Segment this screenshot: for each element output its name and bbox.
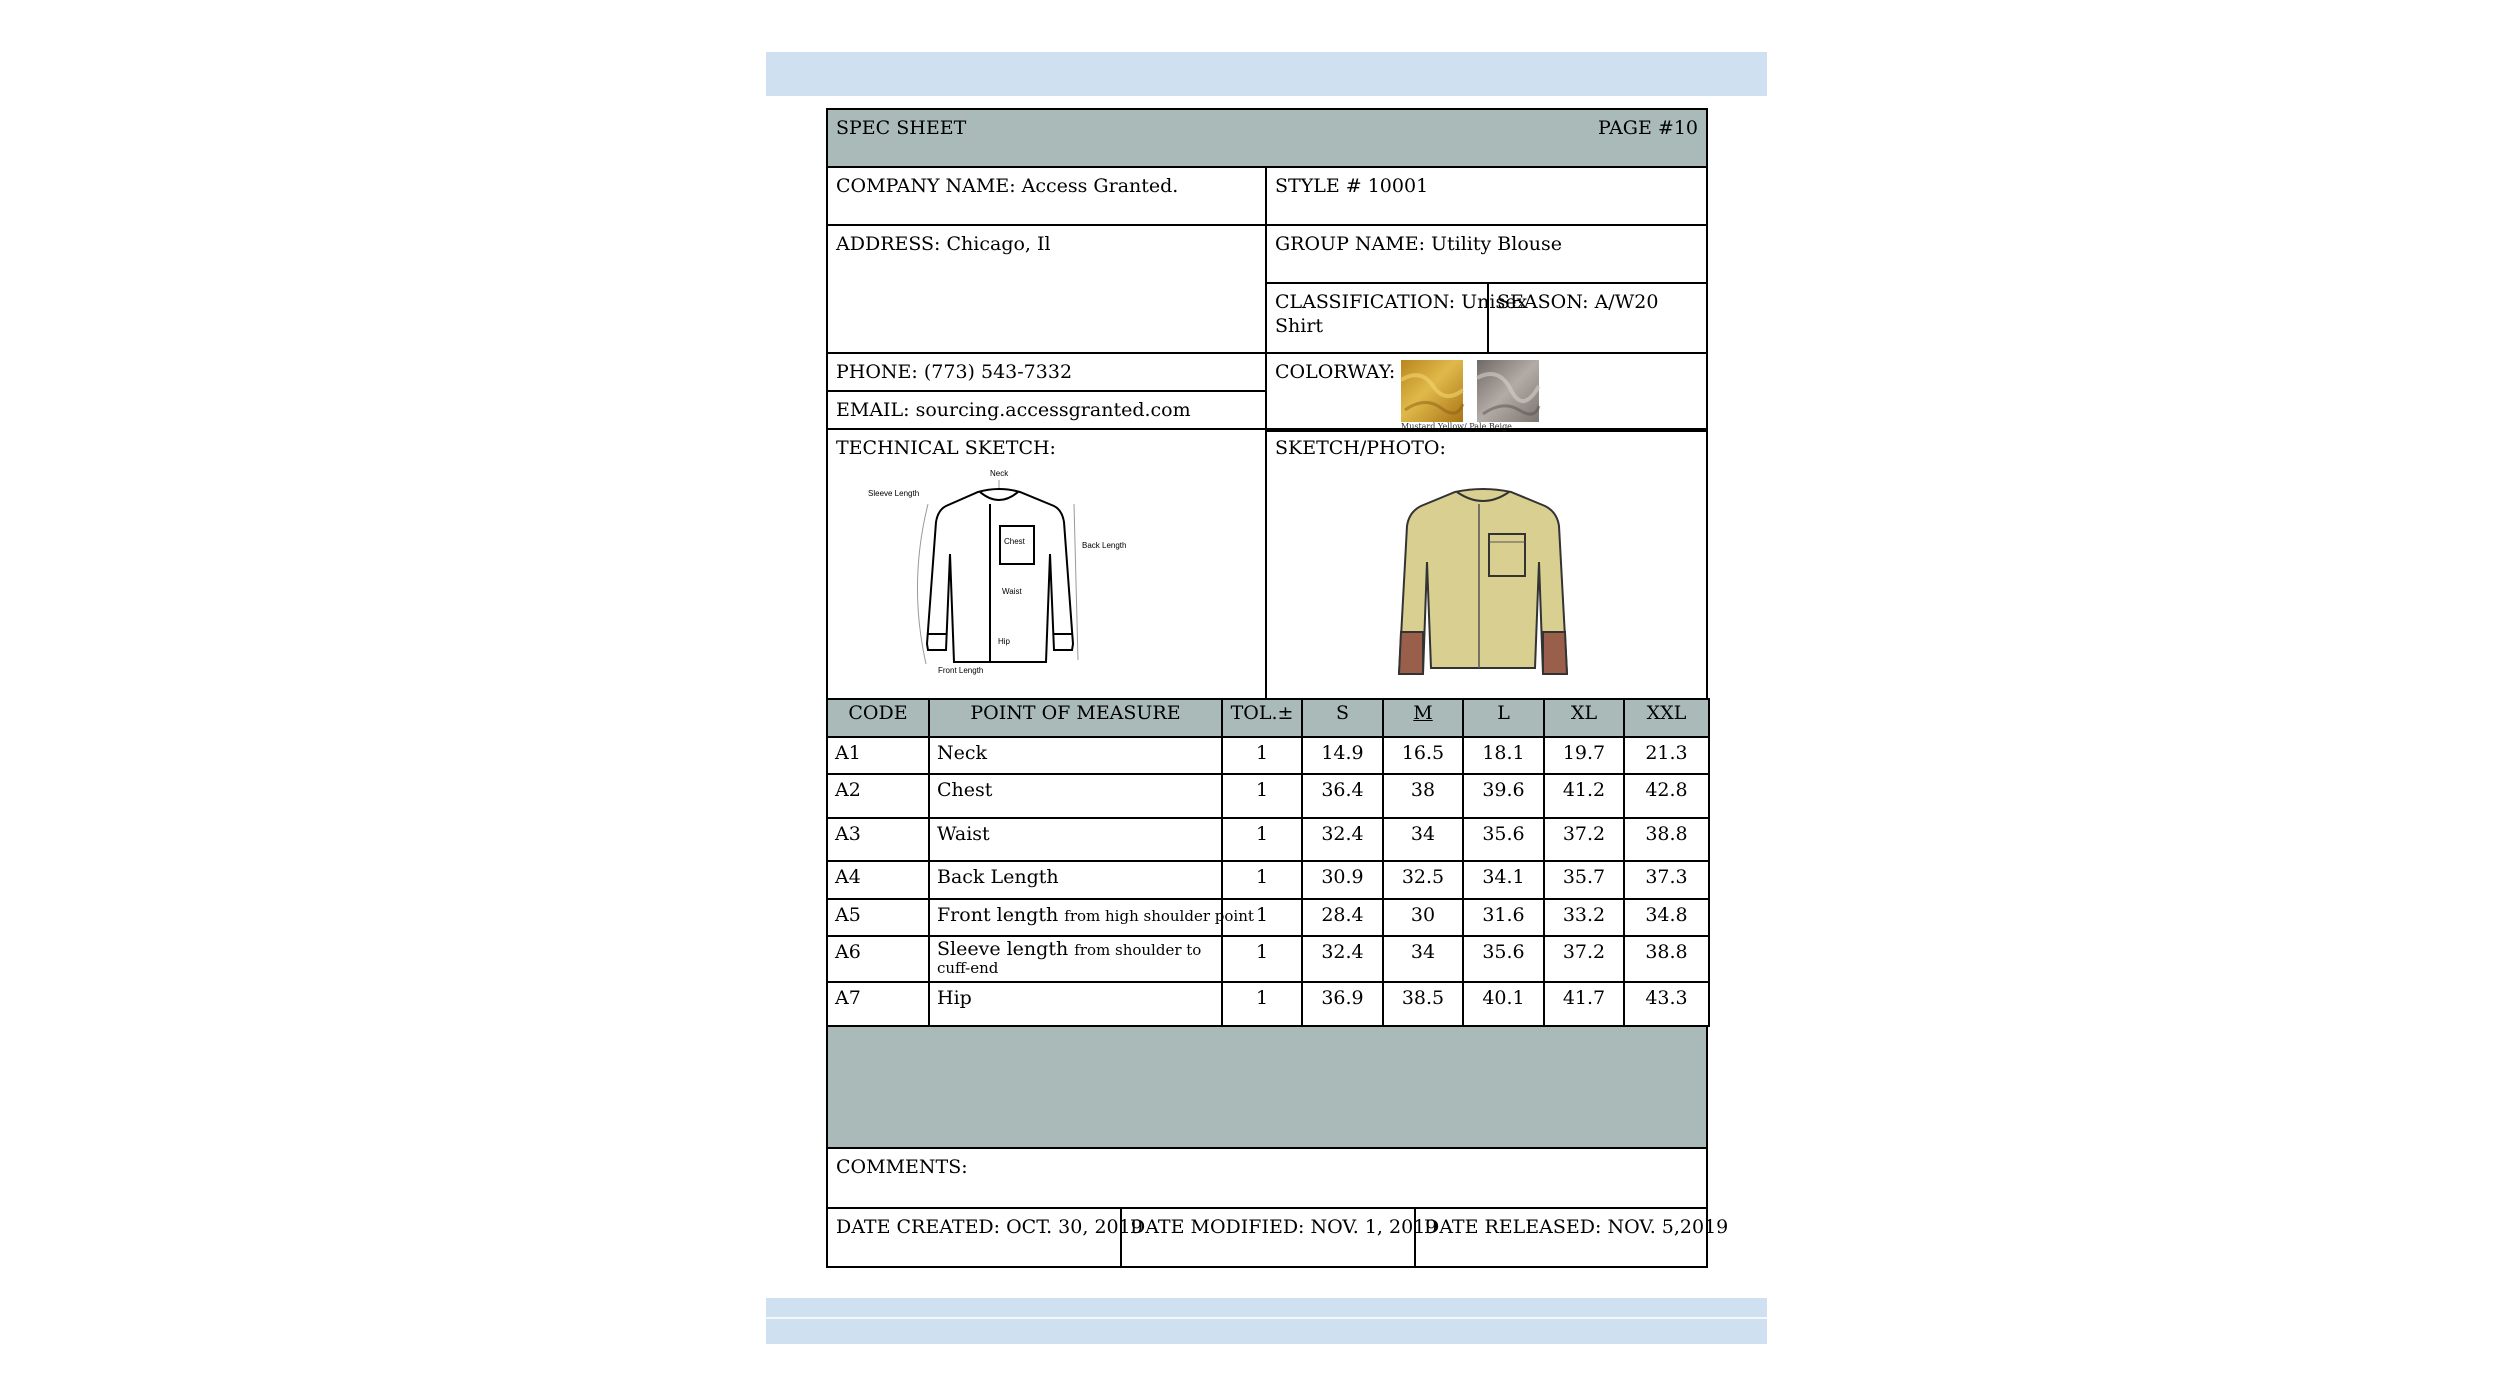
sketch-photo-label: SKETCH/PHOTO: — [1275, 437, 1446, 459]
row-l: 18.1 — [1463, 737, 1544, 774]
callout-sleeve-length: Sleeve Length — [868, 489, 920, 498]
row-s: 32.4 — [1302, 936, 1383, 982]
row-xl: 37.2 — [1544, 818, 1624, 861]
row-xl: 41.2 — [1544, 774, 1624, 818]
date-created: DATE CREATED: OCT. 30, 2019 — [826, 1207, 1122, 1268]
row-xl: 41.7 — [1544, 982, 1624, 1026]
technical-sketch-drawing — [868, 464, 1158, 694]
row-xxl: 42.8 — [1624, 774, 1709, 818]
row-tol: 1 — [1222, 899, 1302, 936]
season: SEASON: A/W20 — [1487, 282, 1708, 354]
row-l: 35.6 — [1463, 936, 1544, 982]
row-tol: 1 — [1222, 982, 1302, 1026]
table-row — [827, 899, 1709, 936]
page-number: PAGE #10 — [1598, 117, 1698, 139]
row-tol: 1 — [1222, 936, 1302, 982]
row-xxl: 34.8 — [1624, 899, 1709, 936]
row-tol: 1 — [1222, 818, 1302, 861]
row-xxl: 21.3 — [1624, 737, 1709, 774]
style-number: STYLE # 10001 — [1265, 166, 1708, 226]
table-row — [827, 936, 1709, 982]
points-of-measure-table — [826, 698, 1710, 1027]
mustard-swatch — [1401, 360, 1463, 422]
table-row — [827, 861, 1709, 899]
row-point — [929, 774, 1222, 818]
row-tol: 1 — [1222, 737, 1302, 774]
comments: COMMENTS: — [826, 1147, 1708, 1209]
col-size-s: S — [1302, 699, 1383, 737]
col-size-xl: XL — [1544, 699, 1624, 737]
callout-hip: Hip — [998, 637, 1011, 646]
row-point — [929, 899, 1254, 936]
row-l: 39.6 — [1463, 774, 1544, 818]
bottom-band-rule — [766, 1317, 1767, 1319]
row-code: A5 — [827, 899, 929, 936]
classification-line-1: CLASSIFICATION: Unisex — [1275, 291, 1528, 313]
row-s: 14.9 — [1302, 737, 1383, 774]
row-code: A4 — [827, 861, 929, 899]
company-name: COMPANY NAME: Access Granted. — [826, 166, 1267, 226]
row-m: 38.5 — [1383, 982, 1463, 1026]
row-l: 40.1 — [1463, 982, 1544, 1026]
row-point-name: Back Length — [937, 866, 1059, 888]
row-point-note: from shoulder to cuff-end — [937, 941, 1202, 977]
colorway-label: COLORWAY: — [1275, 361, 1396, 383]
row-xxl: 38.8 — [1624, 936, 1709, 982]
row-xl: 19.7 — [1544, 737, 1624, 774]
table-row — [827, 982, 1709, 1026]
address: ADDRESS: Chicago, Il — [826, 224, 1267, 354]
callout-neck: Neck — [990, 469, 1009, 478]
callout-waist: Waist — [1002, 587, 1022, 596]
row-s: 30.9 — [1302, 861, 1383, 899]
table-row — [827, 774, 1709, 818]
row-m: 34 — [1383, 818, 1463, 861]
callout-front-length: Front Length — [938, 666, 984, 675]
row-xl: 33.2 — [1544, 899, 1624, 936]
table-row — [827, 818, 1709, 861]
row-point-name: Hip — [937, 987, 972, 1009]
row-xxl: 37.3 — [1624, 861, 1709, 899]
col-code: CODE — [827, 699, 929, 737]
row-code: A3 — [827, 818, 929, 861]
swatch-caption: Mustard Yellow/ Pale Beige — [1401, 422, 1512, 431]
spec-sheet — [826, 108, 1729, 1268]
row-l: 34.1 — [1463, 861, 1544, 899]
spec-sheet-header — [826, 108, 1708, 168]
row-tol: 1 — [1222, 861, 1302, 899]
pale-beige-swatch — [1477, 360, 1539, 422]
row-tol: 1 — [1222, 774, 1302, 818]
row-point — [929, 861, 1222, 899]
row-point-name: Front length — [937, 904, 1059, 926]
sketch-photo — [1265, 428, 1708, 700]
row-point — [929, 936, 1222, 982]
blank-gray-panel — [826, 1025, 1708, 1149]
blouse-illustration — [1393, 484, 1573, 694]
row-code: A7 — [827, 982, 929, 1026]
row-xl: 35.7 — [1544, 861, 1624, 899]
bottom-band — [766, 1298, 1767, 1344]
classification — [1265, 282, 1528, 354]
row-s: 36.4 — [1302, 774, 1383, 818]
row-point-name: Sleeve length — [937, 938, 1069, 960]
col-size-l: L — [1463, 699, 1544, 737]
row-xl: 37.2 — [1544, 936, 1624, 982]
col-point-of-measure: POINT OF MEASURE — [929, 699, 1222, 737]
date-modified: DATE MODIFIED: NOV. 1, 2019 — [1120, 1207, 1416, 1268]
col-size-m: M — [1383, 699, 1463, 737]
row-l: 35.6 — [1463, 818, 1544, 861]
col-tolerance: TOL.± — [1222, 699, 1302, 737]
technical-sketch-label: TECHNICAL SKETCH: — [836, 437, 1056, 459]
row-l: 31.6 — [1463, 899, 1544, 936]
classification-line-2: Shirt — [1275, 315, 1324, 337]
row-point-name: Neck — [937, 742, 988, 764]
row-m: 16.5 — [1383, 737, 1463, 774]
row-point — [929, 737, 1222, 774]
technical-sketch — [826, 428, 1267, 700]
row-xxl: 38.8 — [1624, 818, 1709, 861]
date-released: DATE RELEASED: NOV. 5,2019 — [1414, 1207, 1708, 1268]
colorway — [1265, 352, 1708, 432]
row-s: 36.9 — [1302, 982, 1383, 1026]
row-m: 38 — [1383, 774, 1463, 818]
row-code: A6 — [827, 936, 929, 982]
row-point — [929, 982, 1222, 1026]
row-code: A1 — [827, 737, 929, 774]
row-xxl: 43.3 — [1624, 982, 1709, 1026]
table-row — [827, 737, 1709, 774]
row-point-name: Waist — [937, 823, 990, 845]
spec-sheet-title: SPEC SHEET — [836, 117, 967, 139]
callout-chest: Chest — [1004, 537, 1025, 546]
col-size-xxl: XXL — [1624, 699, 1709, 737]
phone: PHONE: (773) 543-7332 — [826, 352, 1267, 392]
row-code: A2 — [827, 774, 929, 818]
email: EMAIL: sourcing.accessgranted.com — [826, 390, 1267, 430]
row-m: 30 — [1383, 899, 1463, 936]
row-m: 34 — [1383, 936, 1463, 982]
top-band — [766, 52, 1767, 96]
row-point-name: Chest — [937, 779, 993, 801]
row-point — [929, 818, 1222, 861]
row-point-note: from high shoulder point — [1064, 907, 1254, 925]
row-s: 32.4 — [1302, 818, 1383, 861]
row-m: 32.5 — [1383, 861, 1463, 899]
group-name: GROUP NAME: Utility Blouse — [1265, 224, 1708, 284]
row-s: 28.4 — [1302, 899, 1383, 936]
callout-back-length: Back Length — [1082, 541, 1127, 550]
